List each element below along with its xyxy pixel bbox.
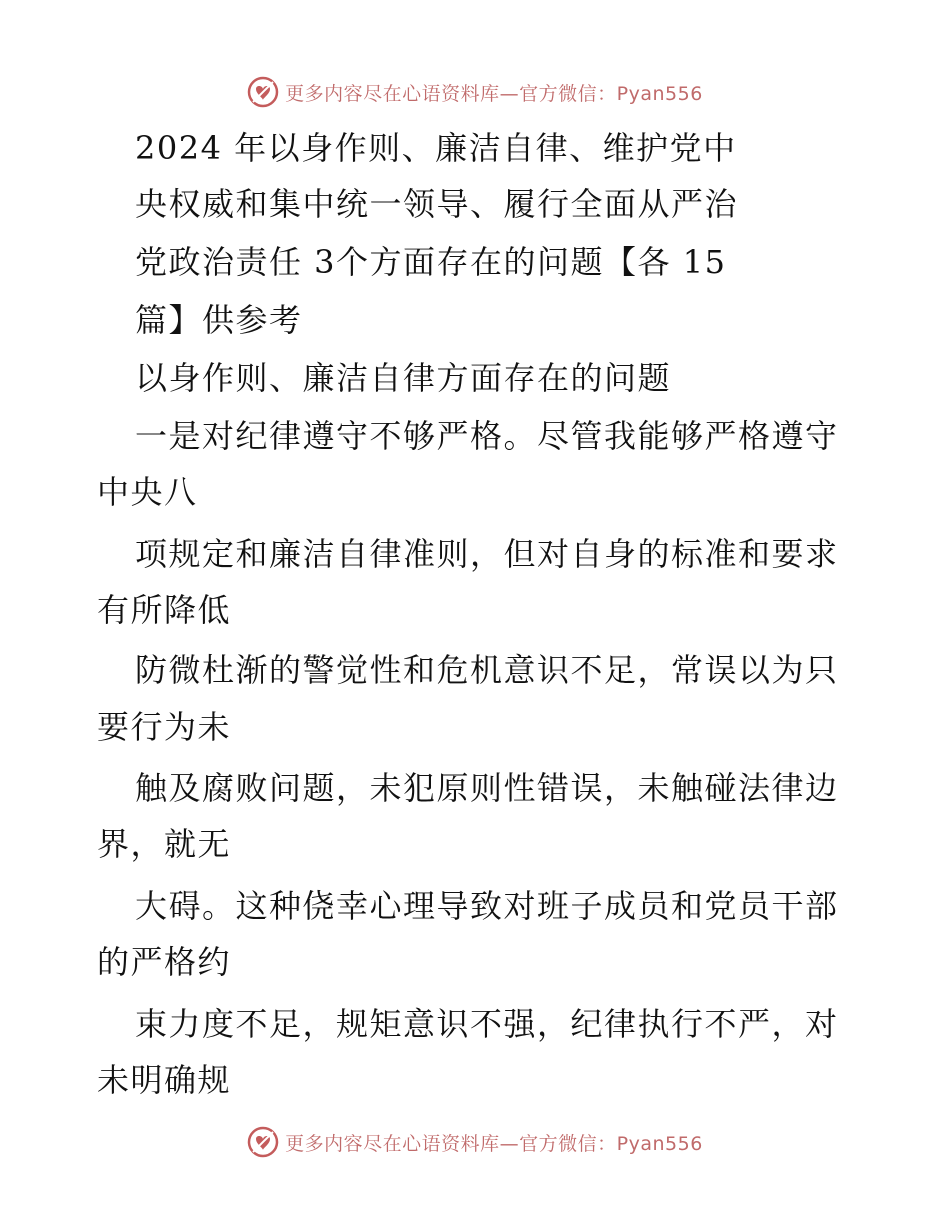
heart-logo-icon [247, 1126, 279, 1158]
body-line: 未明确规 [97, 1061, 232, 1099]
body-line: 的严格约 [97, 943, 232, 981]
body-line: 防微杜渐的警觉性和危机意识不足，常误以为只 [135, 651, 839, 689]
title-line-2: 央权威和集中统一领导、履行全面从严治 [135, 185, 739, 223]
body-line: 大碍。这种侥幸心理导致对班子成员和党员干部 [135, 887, 839, 925]
header-banner [0, 72, 950, 112]
body-line: 一是对纪律遵守不够严格。尽管我能够严格遵守 [135, 417, 839, 455]
body-line: 要行为未 [97, 708, 232, 746]
title-line-3: 党政治责任 3个方面存在的问题【各 15 [135, 243, 727, 281]
body-line: 界，就无 [97, 825, 232, 863]
title-line-4: 篇】供参考 [135, 301, 303, 339]
body-line: 束力度不足，规矩意识不强，纪律执行不严，对 [135, 1005, 839, 1043]
heart-logo-icon [247, 76, 279, 108]
footer-banner-text: 更多内容尽在心语资料库—官方微信：Pyan556 [285, 1132, 703, 1155]
section-heading: 以身作则、廉洁自律方面存在的问题 [135, 359, 672, 397]
body-line: 项规定和廉洁自律准则，但对自身的标准和要求 [135, 535, 839, 573]
body-line: 中央八 [97, 473, 198, 511]
body-line: 有所降低 [97, 591, 232, 629]
footer-banner [0, 1122, 950, 1162]
title-line-1: 2024 年以身作则、廉洁自律、维护党中 [135, 129, 737, 167]
header-banner-text: 更多内容尽在心语资料库—官方微信：Pyan556 [285, 82, 703, 105]
body-line: 触及腐败问题，未犯原则性错误，未触碰法律边 [135, 769, 839, 807]
